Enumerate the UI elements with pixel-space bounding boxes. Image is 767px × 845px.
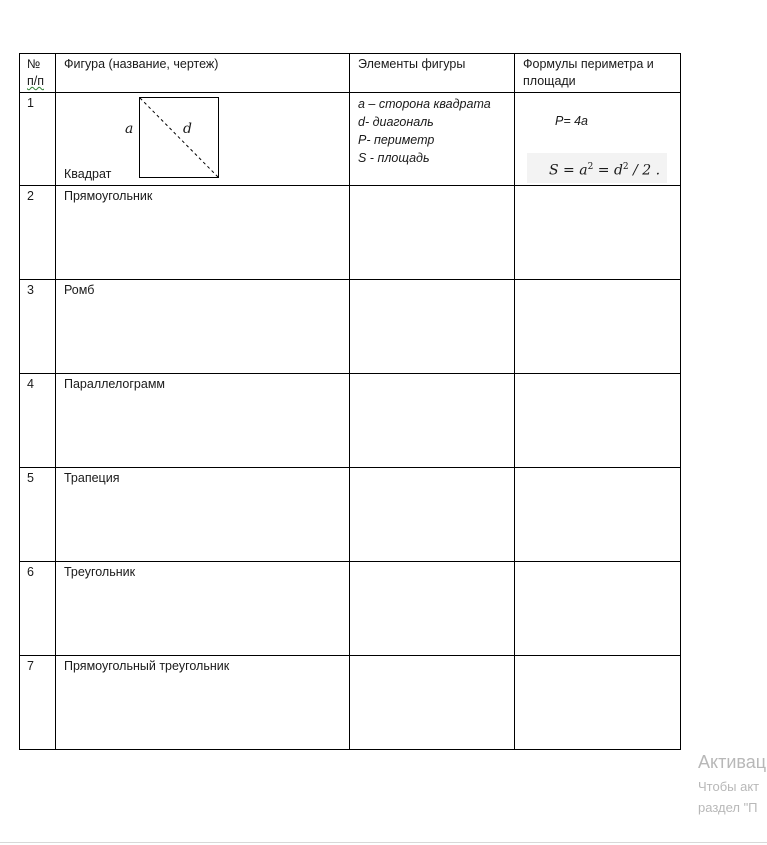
elements-cell [350, 374, 515, 468]
header-elements-cell: Элементы фигуры [350, 54, 515, 93]
row-number: 3 [20, 280, 56, 374]
table-row [20, 374, 681, 468]
header-figure-cell: Фигура (название, чертеж) [56, 54, 350, 93]
elements-cell [350, 186, 515, 280]
area-formula-exp1: 2 [587, 162, 594, 172]
table-row [20, 468, 681, 562]
table-row [20, 93, 681, 186]
elements-cell [350, 468, 515, 562]
figure-name: Квадрат [64, 167, 112, 181]
activation-watermark-line2: раздел "П [698, 800, 758, 815]
area-formula-box [527, 153, 667, 183]
formulas-cell [515, 186, 681, 280]
header-num-cell [20, 54, 56, 93]
element-perimeter: P- периметр [358, 133, 435, 147]
element-area: S - площадь [358, 151, 430, 165]
elements-cell [350, 562, 515, 656]
table-row [20, 186, 681, 280]
perimeter-formula: P= 4a [555, 114, 589, 128]
formulas-cell [515, 374, 681, 468]
figure-name: Прямоугольный треугольник [56, 656, 350, 750]
figures-table [19, 53, 681, 750]
figure-name: Параллелограмм [56, 374, 350, 468]
elements-cell-square [350, 93, 515, 186]
figure-name: Прямоугольник [56, 186, 350, 280]
formulas-cell [515, 280, 681, 374]
row-number: 1 [20, 93, 56, 186]
header-num-line1: № [27, 57, 41, 71]
area-formula-mid: = d [593, 162, 623, 179]
row-number: 2 [20, 186, 56, 280]
area-formula-lhs: S = a [549, 162, 588, 179]
square-drawing [139, 97, 219, 178]
row-number: 5 [20, 468, 56, 562]
table-row [20, 280, 681, 374]
area-formula-rhs: / 2 . [628, 162, 661, 179]
element-side: a – сторона квадрата [358, 97, 491, 111]
figure-name: Треугольник [56, 562, 350, 656]
elements-cell [350, 280, 515, 374]
figure-cell-square [56, 93, 350, 186]
header-formulas-cell: Формулы периметра и площади [515, 54, 681, 93]
activation-watermark-line1: Чтобы акт [698, 779, 760, 794]
table-header-row [20, 54, 681, 93]
row-number: 4 [20, 374, 56, 468]
formulas-cell [515, 562, 681, 656]
figure-name: Трапеция [56, 468, 350, 562]
diagonal-label: d [183, 121, 192, 137]
page-bottom-divider [0, 842, 767, 843]
formulas-cell [515, 656, 681, 750]
elements-cell [350, 656, 515, 750]
row-number: 6 [20, 562, 56, 656]
square-diagonal-line [140, 98, 218, 177]
formulas-cell [515, 468, 681, 562]
formulas-cell-square [515, 93, 681, 186]
element-diagonal: d- диагональ [358, 115, 434, 129]
figure-name: Ромб [56, 280, 350, 374]
row-number: 7 [20, 656, 56, 750]
table-row [20, 656, 681, 750]
area-formula [549, 159, 660, 180]
area-formula-exp2: 2 [622, 162, 629, 172]
side-label: a [125, 121, 134, 137]
header-num-line2: п/п [27, 74, 45, 88]
table-row [20, 562, 681, 656]
activation-watermark-title: Активац [698, 752, 767, 772]
